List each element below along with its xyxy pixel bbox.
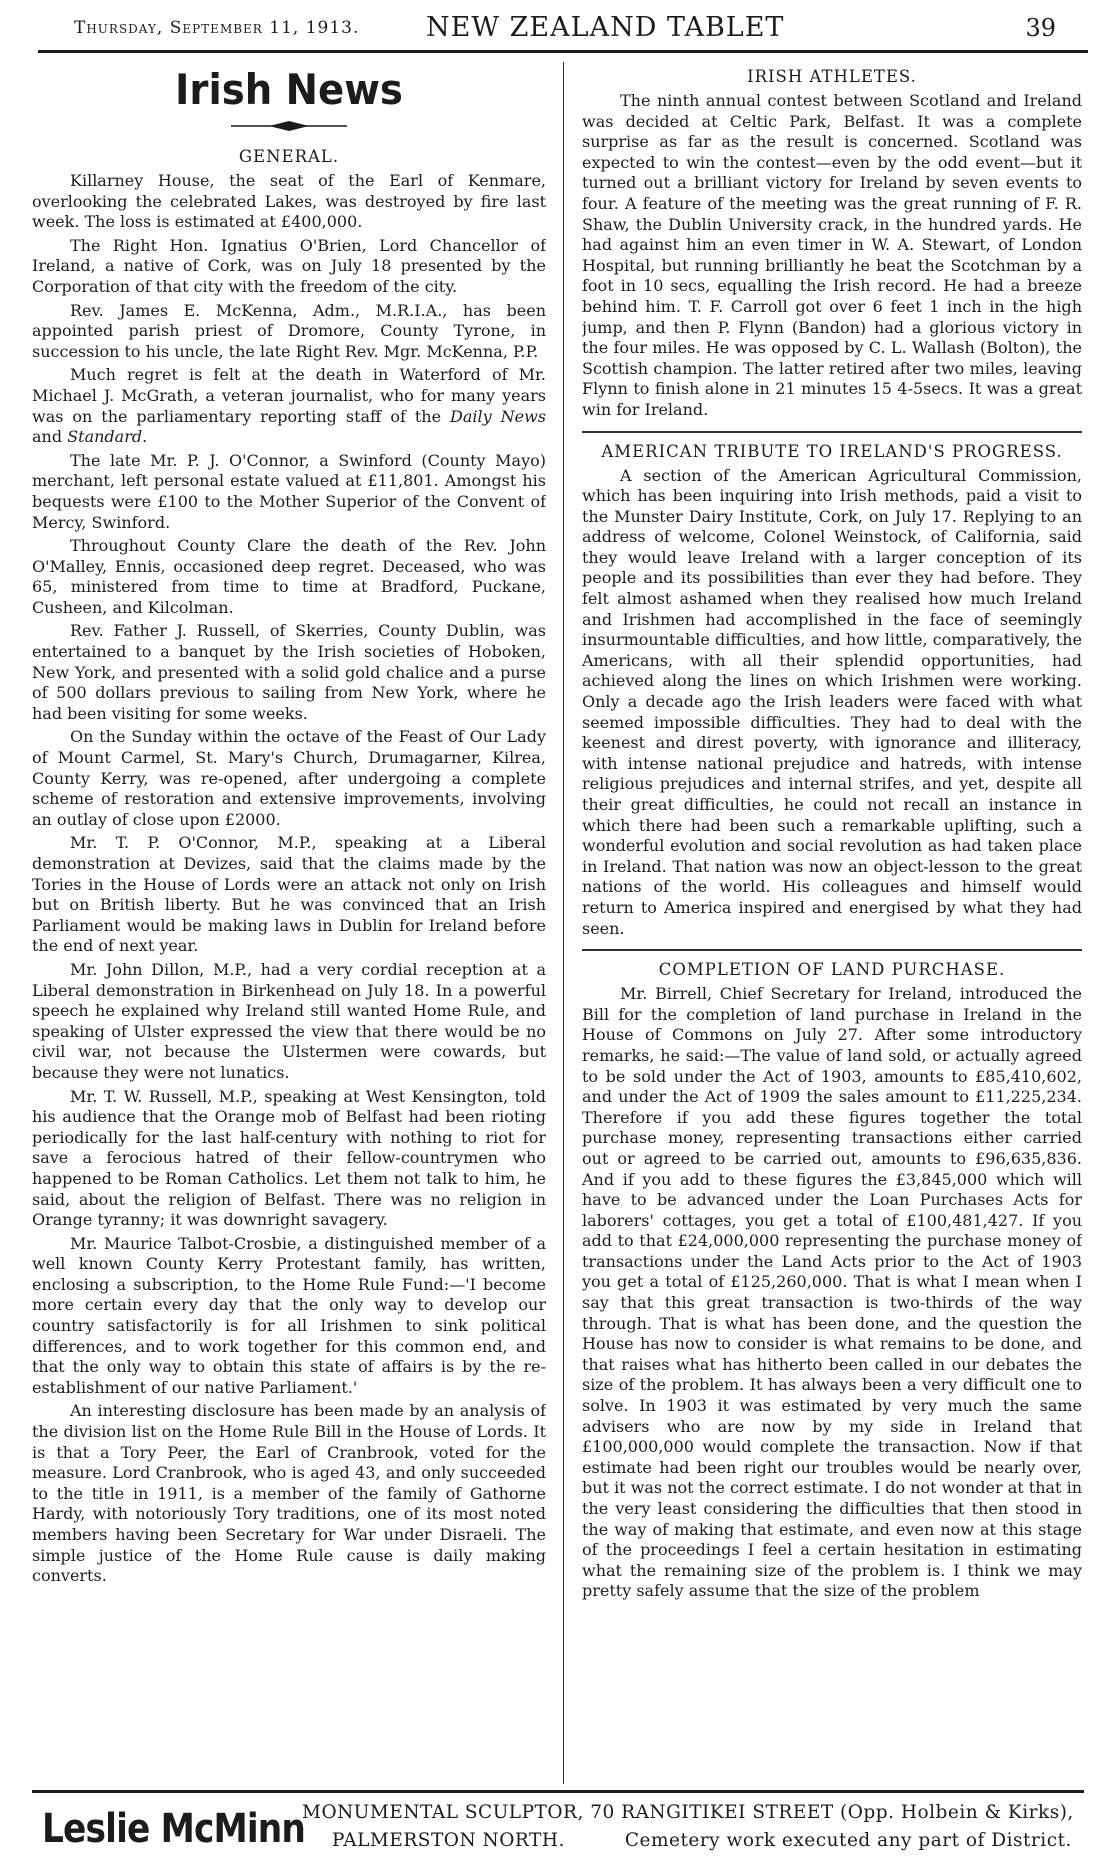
newspaper-name: Daily News [450,406,546,426]
header-rule [38,50,1088,53]
section-heading-irish-athletes: IRISH ATHLETES. [747,67,917,86]
news-item: Mr. Maurice Talbot-Crosbie, a distinguished member of a well known County Kerry Protestant family, has written, enclosing a subscription, to the Home Rule Fund:—'I become more certain every day that the only way to develop our country satisfactorily is for all Irishmen to sink political differences, and to work together for this common end, and that the only way to obtain this state of affairs is by the re-establishment of our native Parliament.' [32,1233,546,1397]
news-item: Killarney House, the seat of the Earl of Kenmare, overlooking the celebrated Lakes, was destroyed by fire last week. The loss is estimated at £400,000. [32,171,546,232]
article-paragraph: A section of the American Agricultural Commission, which has been inquiring into Irish methods, paid a visit to the Munster Dairy Institute, Cork, on July 17. Replying to an address of welcome, Colonel Weinstock, of California, said they would leave Ireland with a larger conception of its people and its possibilities than ever they had before. They felt almost ashamed when they realised how much Ireland and Irishmen had accomplished in the face of seemingly insurmountable difficulties, and how little, comparatively, the Americans, with all their splendid opportunities, had achieved along the lines on which Irishmen were working. Only a decade ago the Irish leaders were faced with what seemed impossible difficulties. They had to deal with the keenest and direst poverty, with ignorance and illiteracy, with intense national prejudice and hatreds, with intense religious prejudices and internal strifes, and yet, despite all their great difficulties, he could not recall an instance in which there had been such a remarkable uplifting, such a wonderful evolution and social revolution as had taken place in Ireland. That nation was now an object-lesson to the great nations of the world. His colleagues and himself would return to America inspired and energised by what they had seen. [582,465,1082,938]
article-paragraph: The ninth annual contest between Scotland and Ireland was decided at Celtic Park, Belfast. It was a complete surprise as far as the result is concerned. Scotland was expected to win the contest—even by the odd event—but it turned out a brilliant victory for Ireland by seven events to four. A feature of the meeting was the great running of F. R. Shaw, the Dublin University crack, in the hundred yards. He had against him an even timer in W. A. Stewart, of London Hospital, but running brilliantly he beat the Scotchman by a foot in 10 secs, equalling the Irish record. He had a breeze behind him. T. F. Carroll got over 6 feet 1 inch in the high jump, and then P. Flynn (Bandon) had a glorious victory in the four miles. He was opposed by C. L. Wallash (Bolton), the Scottish champion. The latter retired after two miles, leaving Flynn to finish alone in 21 minutes 15 4-5secs. It was a great win for Ireland. [582,91,1082,419]
news-item: An interesting disclosure has been made by an analysis of the division list on the Home Rule Bill in the House of Lords. It is that a Tory Peer, the Earl of Cranbrook, voted for the measure. Lord Cranbrook, who is aged 43, and only succeeded to the title in 1911, is a member of the family of Gathorne Hardy, with notoriously Tory traditions, one of its most noted members having been Secretary for War under Disraeli. The simple justice of the Home Rule cause is daily making converts. [32,1401,546,1586]
advertiser-name: Leslie McMinn [42,1806,306,1852]
ornament-divider-icon [229,120,349,132]
newspaper-name: Standard. [67,427,148,447]
page-number: 39 [1025,14,1056,42]
section-heading-land-purchase: COMPLETION OF LAND PURCHASE. [582,949,1082,980]
newspaper-title: NEW ZEALAND TABLET [426,12,785,43]
page-header [74,12,1066,46]
section-masthead: Irish News [175,65,403,114]
news-item: Rev. Father J. Russell, of Skerries, County Dublin, was entertained to a banquet by the Irish societies of Hoboken, New York, and presented with a solid gold chalice and a purse of 500 dollars previous to sailing from New York, where he had been visiting for some weeks. [32,621,546,723]
news-item: On the Sunday within the octave of the Feast of Our Lady of Mount Carmel, St. Mary's Church, Drumagarner, Kilrea, County Kerry, was re-opened, after undergoing a complete scheme of restoration and extensive improvements, involving an outlay of close upon £2000. [32,727,546,829]
news-item-text: Much regret is felt at the death in Waterford of Mr. Michael J. McGrath, a veteran journalist, who for many years was on the parliamentary reporting staff of the [32,365,546,426]
news-item: The late Mr. P. J. O'Connor, a Swinford (County Mayo) merchant, left personal estate valued at £11,801. Amongst his bequests were £100 to the Mother Superior of the Convent of Mercy, Swinford. [32,450,546,532]
article-paragraph: Mr. Birrell, Chief Secretary for Ireland, introduced the Bill for the completion of land purchase in Ireland in the House of Commons on July 27. After some introductory remarks, he said:—The value of land sold, or actually agreed to be sold under the Act of 1903, amounts to £85,410,602, and under the Act of 1909 the sales amount to £11,225,234. Therefore if you add these figures together the total purchase money, representing transactions either carried out or agreed to be carried out, amounts to £96,635,836. And if you add to these figures the £3,845,000 which will have to be advanced under the Loan Purchases Acts for laborers' cottages, you get a total of £100,481,427. If you add to that £24,000,000 representing the purchase money of transactions under the Land Acts prior to the Act of 1903 you get a total of £125,260,000. That is what I mean when I say that this great transaction is two-thirds of the way through. That is what has been done, and the question the House has now to consider is what remains to be done, and that raises what has hitherto been called in our debates the size of the problem. It has always been a very difficult one to solve. In 1903 it was estimated by very much the same advisers who are now by my side in Ireland that £100,000,000 would complete the transaction. Now if that estimate had been right our troubles would be nearly over, but it was not the correct estimate. I do not wonder at that in the very least considering the difficulties that then stood in the way of making that estimate, and even now at this stage of the proceedings I feel a certain hesitation in estimating what the remaining size of the problem is. I think we may pretty safely assume that the size of the problem [582,984,1082,1601]
news-item: The Right Hon. Ignatius O'Brien, Lord Chancellor of Ireland, a native of Cork, was on July 18 presented by the Corporation of that city with the freedom of the city. [32,235,546,296]
conjunction: and [32,427,63,447]
right-column [582,62,1082,1782]
advertiser-service: Cemetery work executed any part of District. [624,1830,1072,1851]
advertisement-footer [32,1800,1084,1866]
news-item [32,365,546,447]
left-column [32,62,546,1782]
news-item: Rev. James E. McKenna, Adm., M.R.I.A., has been appointed parish priest of Dromore, County Tyrone, in succession to his uncle, the late Right Rev. Mgr. McKenna, P.P. [32,300,546,361]
issue-date: Thursday, September 11, 1913. [74,18,360,38]
section-heading-general: GENERAL. [238,147,340,166]
news-item: Mr. T. P. O'Connor, M.P., speaking at a Liberal demonstration at Devizes, said that the claims made by the Tories in the House of Lords were an attack not only on Irish but on British liberty. But he was convinced that an Irish Parliament would be making laws in Dublin for Ireland before the end of next year. [32,833,546,956]
footer-rule [32,1790,1084,1793]
advertiser-address: MONUMENTAL SCULPTOR, 70 RANGITIKEI STREET (Opp. Holbein & Kirks), [302,1802,1074,1823]
advertiser-location [332,1830,1072,1851]
section-heading-american-tribute: AMERICAN TRIBUTE TO IRELAND'S PROGRESS. [582,431,1082,462]
news-item: Mr. T. W. Russell, M.P., speaking at West Kensington, told his audience that the Orange mob of Belfast had been rioting periodically for the last half-century with nothing to riot for save a ferocious hatred of their fellow-countrymen who happened to be Roman Catholics. Let them not talk to him, he said, about the religion of Belfast. There was no religion in Orange tyranny; it was downright savagery. [32,1086,546,1230]
column-divider [563,62,564,1784]
news-item: Throughout County Clare the death of the Rev. John O'Malley, Ennis, occasioned deep regret. Deceased, who was 65, ministered from time to time at Bradford, Puckane, Cusheen, and Kilcolman. [32,536,546,617]
advertiser-town: PALMERSTON NORTH. [332,1830,565,1851]
news-item: Mr. John Dillon, M.P., had a very cordial reception at a Liberal demonstration in Birkenhead on July 18. In a powerful speech he explained why Ireland still wanted Home Rule, and speaking of Ulster expressed the view that there would be no civil war, not because the Ulstermen were cowards, but because they were not lunatics. [32,959,546,1082]
